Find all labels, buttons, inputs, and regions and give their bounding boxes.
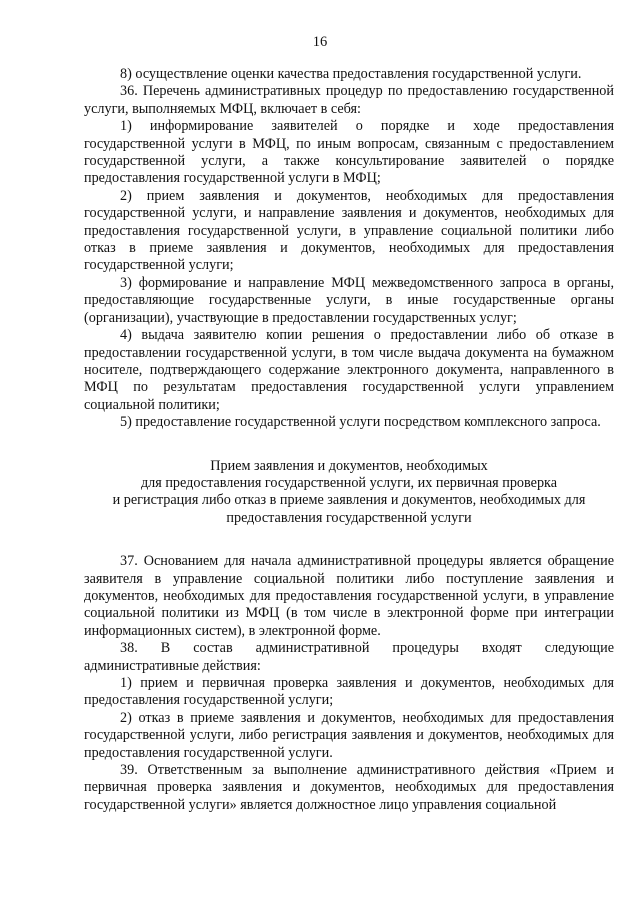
- paragraph-38: 38. В состав административной процедуры входят следующие административные действия:: [84, 640, 614, 674]
- paragraph-37: 37. Основанием для начала административной процедуры является обращение заявителя в управление социальной политики либо поступление заявления и документов, необходимых для предоставления государственной услуги, в управление социальной политики из МФЦ (в том числе в электронной форме при интеграции информационных систем), в электронной форме.: [84, 553, 614, 639]
- paragraph-item-8: 8) осуществление оценки качества предоставления государственной услуги.: [120, 66, 582, 82]
- heading-line: и регистрация либо отказ в приеме заявления и документов, необходимых для: [112, 492, 586, 509]
- paragraph-36-item-2: 2) прием заявления и документов, необходимых для предоставления государственной услуги, и направление заявления и документов, необходимых для предоставления государственной услуги, в управление социальной политики либо отказ в приеме заявления и документов, необходимых для предоставления государственной услуги;: [84, 187, 614, 274]
- page-number: 16: [312, 34, 328, 50]
- heading-line: Прием заявления и документов, необходимых: [210, 457, 488, 474]
- paragraph-36-item-4: 4) выдача заявителю копии решения о предоставлении либо об отказе в предоставлении государственной услуги, в том числе выдача документа на бумажном носителе, подтверждающего содержание электронного документа, направленного в МФЦ по результатам предоставления государственной услуги управлением социальной политики;: [84, 327, 614, 413]
- heading-line: для предоставления государственной услуги, их первичная проверка: [140, 474, 558, 491]
- paragraph-36-item-3: 3) формирование и направление МФЦ межведомственного запроса в органы, предоставляющие государственные услуги, в иные государственные органы (организации), участвующие в предоставлении государственных услуг;: [84, 274, 614, 326]
- section-heading: [84, 458, 614, 528]
- heading-line: предоставления государственной услуги: [226, 509, 472, 526]
- paragraph-38-item-2: 2) отказ в приеме заявления и документов, необходимых для предоставления государственной услуги, либо регистрация заявления и документов, необходимых для предоставления государственной услуги.: [84, 709, 614, 761]
- paragraph-36-item-5: 5) предоставление государственной услуги посредством комплексного запроса.: [120, 414, 601, 431]
- paragraph-36: 36. Перечень административных процедур по предоставлению государственной услуги, выполняемых МФЦ, включает в себя:: [84, 83, 614, 117]
- paragraph-36-item-1: 1) информирование заявителей о порядке и ходе предоставления государственной услуги в МФЦ, по иным вопросам, связанным с предоставлением государственной услуги, а также консультирование заявителей о порядке предоставления государственной услуги в МФЦ;: [84, 118, 614, 187]
- paragraph-39: 39. Ответственным за выполнение административного действия «Прием и первичная проверка заявления и документов, необходимых для предоставления государственной услуги» является должностное лицо управления социальной: [84, 762, 614, 813]
- page-content: [84, 66, 614, 814]
- paragraph-38-item-1: 1) прием и первичная проверка заявления и документов, необходимых для предоставления государственной услуги;: [84, 675, 614, 709]
